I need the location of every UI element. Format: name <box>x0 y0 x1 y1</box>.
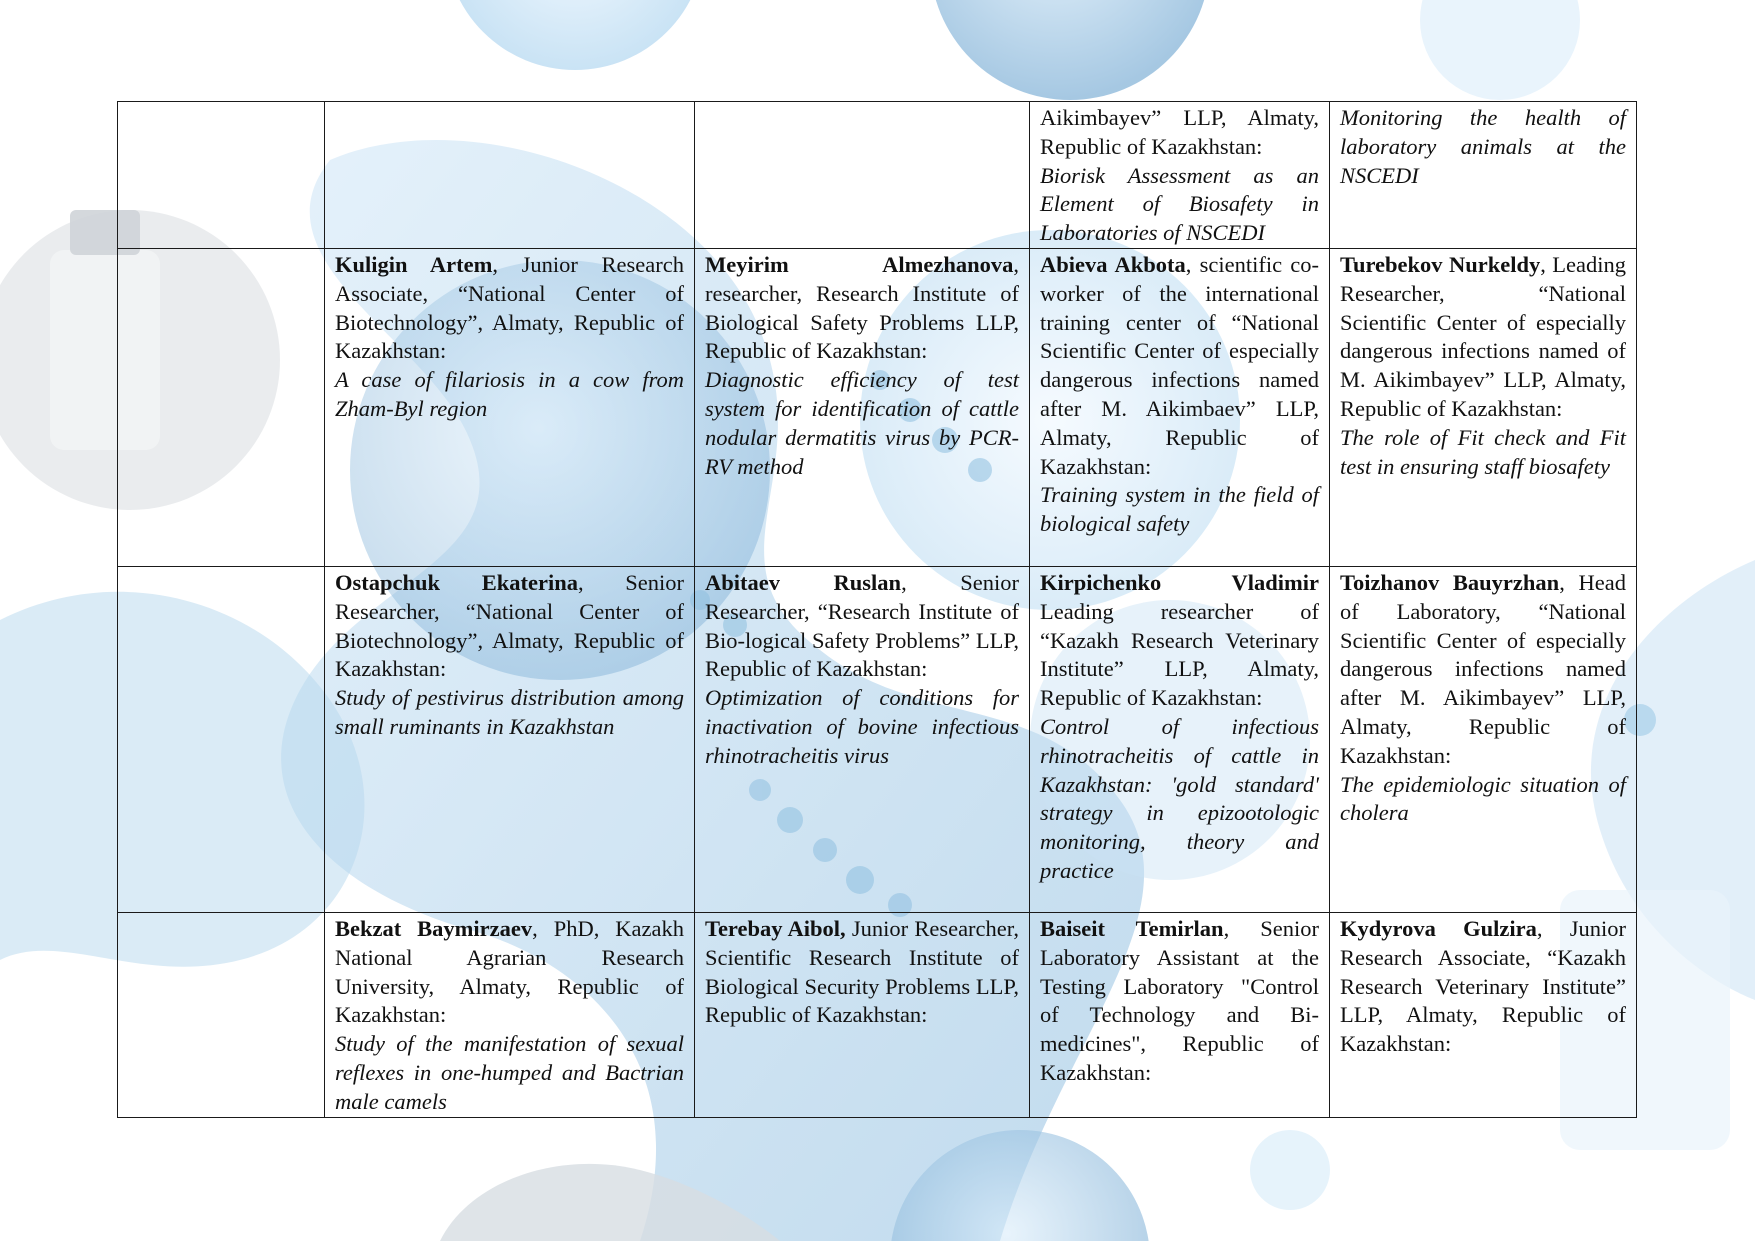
talk-title: Optimization of conditions for inactivation of bovine infectious rhinotracheitis virus <box>705 685 1019 768</box>
talk-title: The epidemiologic situation of cholera <box>1340 771 1626 826</box>
table-cell <box>1030 912 1330 1117</box>
top-bubble-right <box>930 0 1210 100</box>
table-row <box>118 102 1637 249</box>
table-cell <box>1030 102 1330 249</box>
speaker-name: Meyirim Almezhanova <box>705 251 1014 277</box>
table-cell <box>1330 912 1637 1117</box>
speaker-name: Kydyrova Gulzira <box>1340 915 1537 941</box>
table-cell <box>1030 566 1330 912</box>
table-cell <box>695 102 1030 249</box>
speaker-affiliation: , Junior Research Associate, “Kazakh Research Veterinary Institute” LLP, Almaty, Republic of Kazakhstan: <box>1340 915 1626 1057</box>
talk-title: Diagnostic efficiency of test system for identification of cattle nodular dermatitis virus by PCR-RV method <box>705 367 1019 479</box>
talk-title: Study of the manifestation of sexual reflexes in one-humped and Bactrian male camels <box>335 1031 684 1114</box>
table-cell <box>118 912 325 1117</box>
speaker-affiliation: Leading researcher of “Kazakh Research Veterinary Institute” LLP, Almaty, Republic of Kazakhstan: <box>1040 598 1319 711</box>
table-row <box>118 248 1637 566</box>
table-row <box>118 912 1637 1117</box>
speaker-affiliation: , Leading Researcher, “National Scientific Center of especially dangerous infections named of M. Aikimbayev” LLP, Almaty, Republic of Kazakhstan: <box>1340 251 1626 421</box>
speaker-name: Kuligin Artem <box>335 251 493 277</box>
speaker-affiliation: , Junior Research Associate, “National Center of Biotechnology”, Almaty, Republic of Kazakhstan: <box>335 251 684 364</box>
table-cell <box>695 566 1030 912</box>
speaker-affiliation: Aikimbayev” LLP, Almaty, Republic of Kazakhstan: <box>1040 105 1319 159</box>
speaker-name: Kirpichenko Vladimir <box>1040 569 1319 595</box>
table-row <box>118 566 1637 912</box>
table-cell <box>695 912 1030 1117</box>
speaker-name: Terebay Aibol, <box>705 915 846 941</box>
speaker-affiliation: , Senior Laboratory Assistant at the Testing Laboratory "Control of Technology and Bi-medicines", Republic of Kazakhstan: <box>1040 915 1320 1085</box>
speaker-affiliation: , scientific co-worker of the international training center of “National Scientific Center of especially dangerous infections named after M. Aikimbaev” LLP, Almaty, Republic of Kazakhstan: <box>1040 251 1319 479</box>
table-cell <box>1330 566 1637 912</box>
table-cell <box>1030 248 1330 566</box>
table-cell <box>118 566 325 912</box>
speaker-name: Abieva Akbota <box>1040 251 1186 277</box>
talk-title: Biorisk Assessment as an Element of Biosafety in Laboratories of NSCEDI <box>1040 162 1319 246</box>
speaker-name: Ostapchuk Ekaterina <box>335 569 578 595</box>
speaker-affiliation: , Senior Researcher, “National Center of Biotechnology”, Almaty, Republic of Kazakhstan: <box>335 569 685 682</box>
talk-title: Training system in the field of biological safety <box>1040 482 1319 537</box>
table-cell <box>325 248 695 566</box>
speaker-name: Bekzat Baymirzaev <box>335 915 533 941</box>
speaker-affiliation: , Head of Laboratory, “National Scientific Center of especially dangerous infections named after M. Aikimbayev” LLP, Almaty, Republic of Kazakhstan: <box>1340 569 1626 768</box>
speaker-name: Abitaev Ruslan <box>705 569 902 595</box>
table-cell <box>1330 248 1637 566</box>
top-bubble-left <box>445 0 705 70</box>
participants-table <box>117 101 1637 1118</box>
talk-title: A case of filariosis in a cow from Zham-Byl region <box>335 367 684 421</box>
talk-title: Study of pestivirus distribution among small ruminants in Kazakhstan <box>335 685 684 739</box>
table-cell <box>325 566 695 912</box>
table-cell <box>1330 102 1637 249</box>
speaker-name: Toizhanov Bauyrzhan <box>1340 569 1560 595</box>
table-cell <box>118 102 325 249</box>
table-cell <box>325 102 695 249</box>
table-cell <box>325 912 695 1117</box>
talk-title: Monitoring the health of laboratory animals at the NSCEDI <box>1340 105 1626 188</box>
talk-title: The role of Fit check and Fit test in ensuring staff biosafety <box>1340 424 1626 479</box>
table-cell <box>118 248 325 566</box>
table-cell <box>695 248 1030 566</box>
speaker-name: Turebekov Nurkeldy <box>1340 251 1541 277</box>
talk-title: Control of infectious rhinotracheitis of cattle in Kazakhstan: 'gold standard' strategy in epizootologic monitoring, theory and practice <box>1040 713 1319 883</box>
speaker-affiliation: , Senior Researcher, “Research Institute of Bio-logical Safety Problems” LLP, Republic of Kazakhstan: <box>705 569 1019 682</box>
speaker-affiliation: Junior Researcher, Scientific Research Institute of Biological Security Problems LLP, Republic of Kazakhstan: <box>705 915 1019 1028</box>
speaker-affiliation: , PhD, Kazakh National Agrarian Research University, Almaty, Republic of Kazakhstan: <box>335 915 684 1028</box>
speaker-name: Baiseit Temirlan <box>1040 915 1224 941</box>
speaker-affiliation: , researcher, Research Institute of Biological Safety Problems LLP, Republic of Kazakhstan: <box>705 251 1019 364</box>
